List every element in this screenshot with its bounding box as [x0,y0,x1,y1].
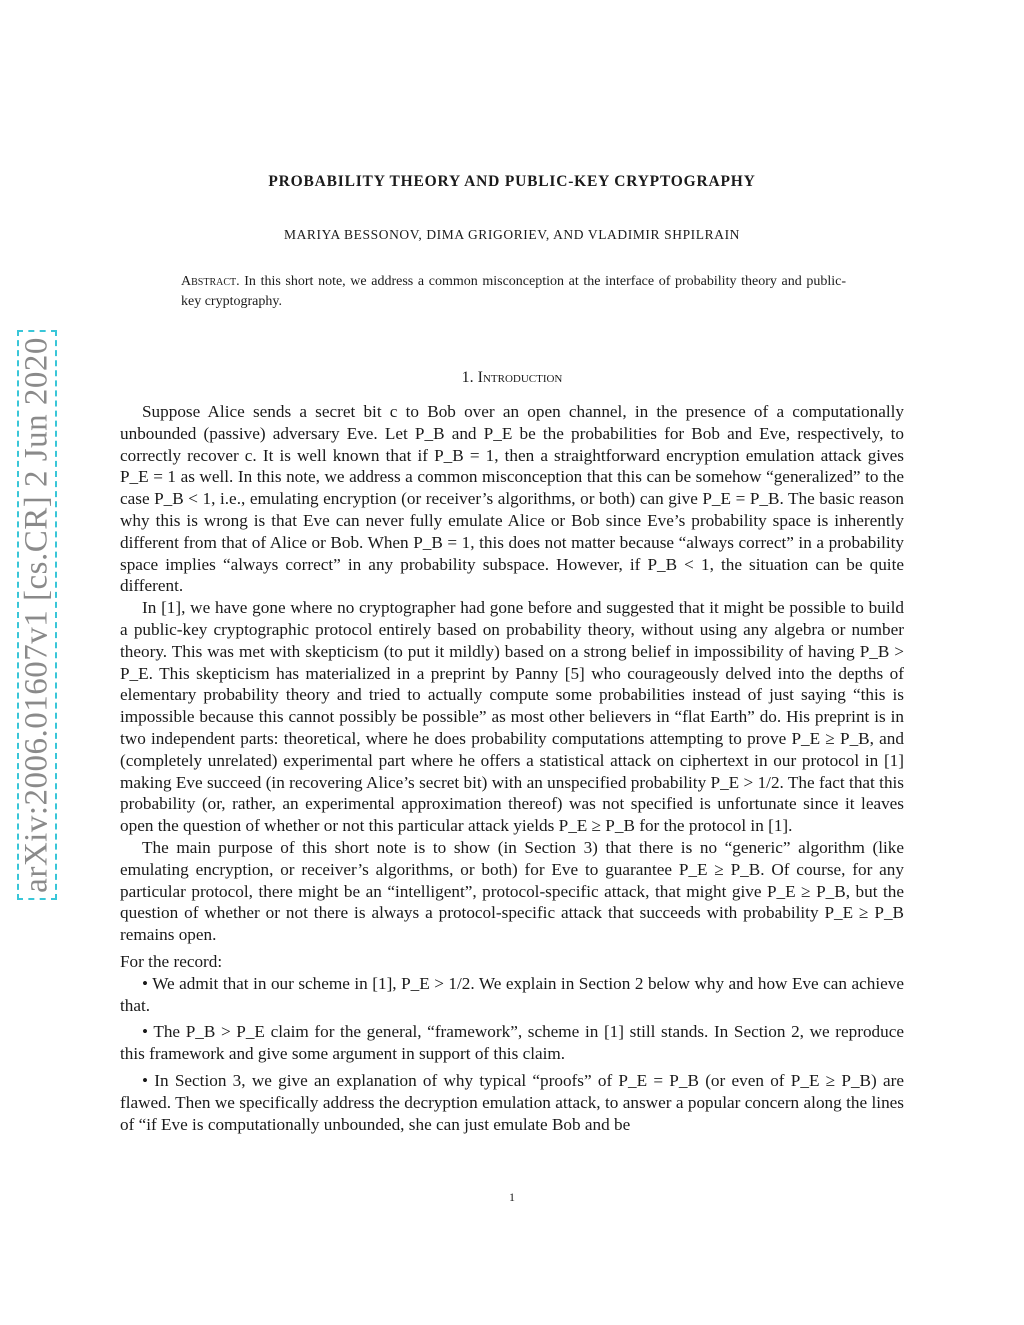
section-number: 1. [461,369,474,386]
bullet-item: • We admit that in our scheme in [1], P_E > 1/2. We explain in Section 2 below why and how Eve can achieve that. [120,973,904,1015]
abstract-text: In this short note, we address a common misconception at the interface of probability theory and public-key cryptography. [181,274,846,309]
paper-title: PROBABILITY THEORY AND PUBLIC-KEY CRYPTOGRAPHY [268,173,756,190]
section-heading [120,369,904,387]
bullet-item: • In Section 3, we give an explanation of why typical “proofs” of P_E = P_B (or even of P_E ≥ P_B) are flawed. Then we specifically address the decryption emulation attack, to answer a popular concern along the lines of “if Eve is computationally unbounded, she can just emulate Bob and be [120,1070,904,1134]
arxiv-stamp[interactable] [17,330,57,900]
paragraph: Suppose Alice sends a secret bit c to Bob over an open channel, in the presence of a computationally unbounded (passive) adversary Eve. Let P_B and P_E be the probabilities for Bob and Eve, respectively, to correctly recover c. It is well known that if P_B = 1, then a straightforward encryption emulation attack gives P_E = 1 as well. In this note, we address a common misconception that this can be somehow “generalized” to the case P_B < 1, i.e., emulating encryption (or receiver’s algorithms, or both) can give P_E = P_B. The basic reason why this is wrong is that Eve can never fully emulate Alice or Bob since Eve’s probability space is inherently different from that of Alice or Bob. When P_B = 1, this does not matter because “always correct” in a probability space implies “always correct” in any probability subspace. However, if P_B < 1, the situation can be quite different. [120,402,904,596]
paragraph: For the record: [120,951,223,971]
body-text [120,401,904,1135]
bullet-item: • The P_B > P_E claim for the general, “framework”, scheme in [1] still stands. In Section 2, we reproduce this framework and give some argument in support of this claim. [120,1022,904,1064]
page-number: 1 [509,1190,515,1204]
abstract-label: Abstract. [181,274,240,289]
section-name: Introduction [477,369,563,386]
paragraph: In [1], we have gone where no cryptographer had gone before and suggested that it might be possible to build a public-key cryptographic protocol entirely based on probability theory, without using any algebra or number theory. This was met with skepticism (to put it mildly) based on a strong belief in impossibility of having P_B > P_E. This skepticism has materialized in a preprint by Panny [5] who courageously delved into the depths of elementary probability theory and tried to actually compute some probabilities instead of just saying “this is impossible because this cannot possibly be possible” as most other believers in “flat Earth” do. His preprint is in two independent parts: theoretical, where he does probability computations attempting to prove P_E ≥ P_B, and (completely unrelated) experimental part where he offers a statistical attack on ciphertext in our protocol in [1] making Eve succeed (in recovering Alice’s secret bit) with an unspecified probability P_E > 1/2. The fact that this probability (or, rather, an experimental approximation thereof) was not specified is unfortunate since it leaves open the question of whether or not this particular attack yields P_E ≥ P_B for the protocol in [1]. [120,598,904,836]
abstract [181,272,846,312]
arxiv-stamp-text: arXiv:2006.01607v1 [cs.CR] 2 Jun 2020 [18,337,55,893]
paragraph: The main purpose of this short note is to show (in Section 3) that there is no “generic” algorithm (like emulating encryption, or receiver’s algorithms, or both) for Eve to guarantee P_E ≥ P_B. Of course, for any particular protocol, there might be an “intelligent”, protocol-specific attack, that might give P_E ≥ P_B, but the question of whether or not there is always a protocol-specific attack that succeeds with probability P_E ≥ P_B remains open. [120,837,904,945]
paper-authors: MARIYA BESSONOV, DIMA GRIGORIEV, AND VLADIMIR SHPILRAIN [283,227,741,242]
